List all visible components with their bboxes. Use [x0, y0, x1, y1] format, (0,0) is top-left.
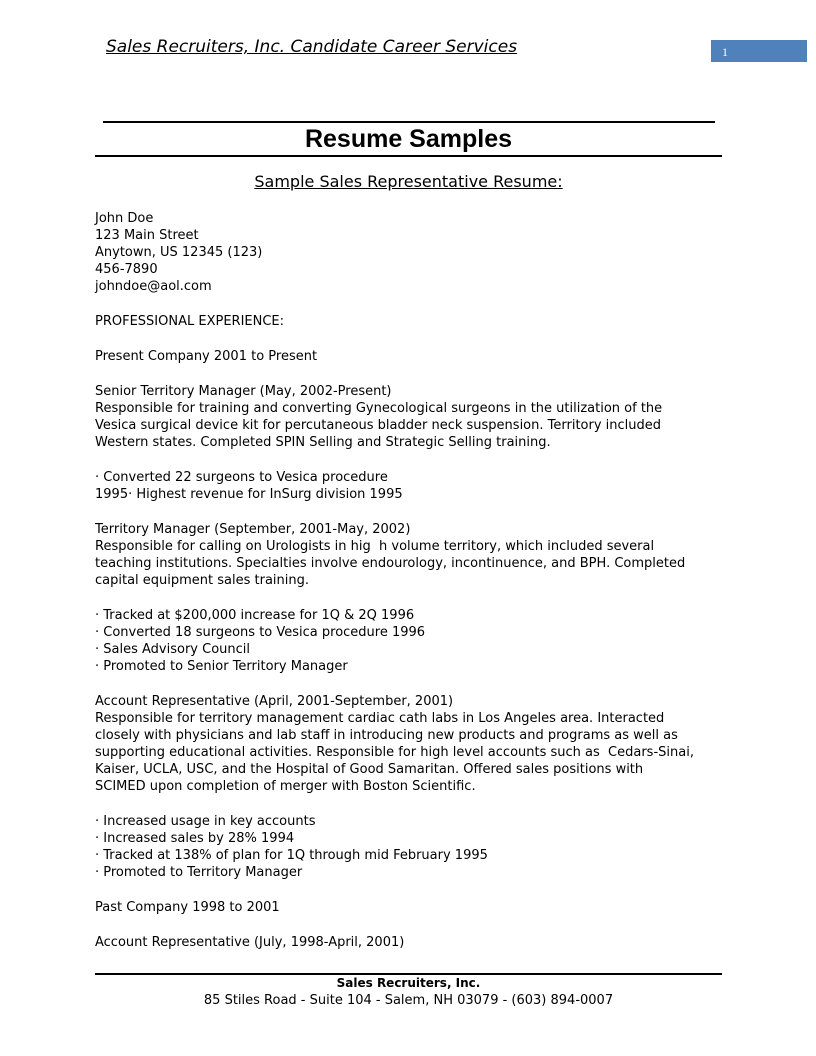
present-company: Present Company 2001 to Present — [95, 349, 318, 364]
footer-address: 85 Stiles Road - Suite 104 - Salem, NH 03079 - (603) 894-0007 — [203, 993, 614, 1008]
role-title: Account Representative (April, 2001-September, 2001) — [95, 694, 454, 709]
title-divider — [95, 155, 722, 157]
contact-city: Anytown, US 12345 (123) — [95, 245, 263, 260]
role-desc-line: closely with physicians and lab staff in introducing new products and programs as well as — [95, 728, 678, 743]
achievement-bullet: · Increased usage in key accounts — [95, 814, 316, 829]
role-desc-line: Responsible for calling on Urologists in hig h volume territory, which included several — [95, 539, 655, 554]
role-desc-line: capital equipment sales training. — [95, 573, 310, 588]
resume-body — [95, 210, 735, 951]
role-desc-line: Western states. Completed SPIN Selling and Strategic Selling training. — [95, 435, 551, 450]
role-desc-line: teaching institutions. Specialties involve endourology, incontinuence, and BPH. Completed — [95, 556, 686, 571]
document-subtitle: Sample Sales Representative Resume: — [254, 172, 563, 191]
achievement-bullet: · Promoted to Territory Manager — [95, 865, 303, 880]
role-title: Territory Manager (September, 2001-May, 2002) — [95, 522, 411, 537]
top-divider — [103, 121, 715, 123]
role-desc-line: Kaiser, UCLA, USC, and the Hospital of Good Samaritan. Offered sales positions with — [95, 762, 644, 777]
past-company: Past Company 1998 to 2001 — [95, 900, 280, 915]
role-account-representative — [95, 693, 735, 881]
role-desc-line: supporting educational activities. Responsible for high level accounts such as Cedars-Sinai, — [95, 745, 694, 760]
contact-email: johndoe@aol.com — [95, 279, 212, 294]
role-territory-manager — [95, 521, 735, 675]
contact-street: 123 Main Street — [95, 228, 199, 243]
achievement-bullet: · Converted 22 surgeons to Vesica procedure — [95, 470, 388, 485]
footer-divider — [95, 973, 722, 975]
header-title: Sales Recruiters, Inc. Candidate Career Services — [106, 37, 518, 57]
contact-block — [95, 210, 735, 295]
role-desc-line: Responsible for training and converting Gynecological surgeons in the utilization of the — [95, 401, 663, 416]
achievement-bullet: · Converted 18 surgeons to Vesica procedure 1996 — [95, 625, 426, 640]
achievement-bullet: 1995· Highest revenue for InSurg division 1995 — [95, 487, 403, 502]
page-number-badge: 1 — [711, 40, 807, 62]
role-desc-line: Vesica surgical device kit for percutaneous bladder neck suspension. Territory included — [95, 418, 662, 433]
achievement-bullet: · Tracked at $200,000 increase for 1Q & 2Q 1996 — [95, 608, 415, 623]
role-desc-line: SCIMED upon completion of merger with Boston Scientific. — [95, 779, 476, 794]
experience-heading: PROFESSIONAL EXPERIENCE: — [95, 314, 285, 329]
achievement-bullet: · Increased sales by 28% 1994 — [95, 831, 295, 846]
role-title: Account Representative (July, 1998-April, 2001) — [95, 935, 405, 950]
achievement-bullet: · Sales Advisory Council — [95, 642, 250, 657]
role-senior-territory-manager — [95, 383, 735, 503]
contact-name: John Doe — [95, 211, 154, 226]
achievement-bullet: · Promoted to Senior Territory Manager — [95, 659, 348, 674]
document-title: Resume Samples — [304, 125, 513, 153]
footer-company: Sales Recruiters, Inc. — [336, 976, 481, 990]
contact-phone: 456-7890 — [95, 262, 158, 277]
role-desc-line: Responsible for territory management cardiac cath labs in Los Angeles area. Interacted — [95, 711, 665, 726]
achievement-bullet: · Tracked at 138% of plan for 1Q through mid February 1995 — [95, 848, 488, 863]
role-title: Senior Territory Manager (May, 2002-Present) — [95, 384, 392, 399]
